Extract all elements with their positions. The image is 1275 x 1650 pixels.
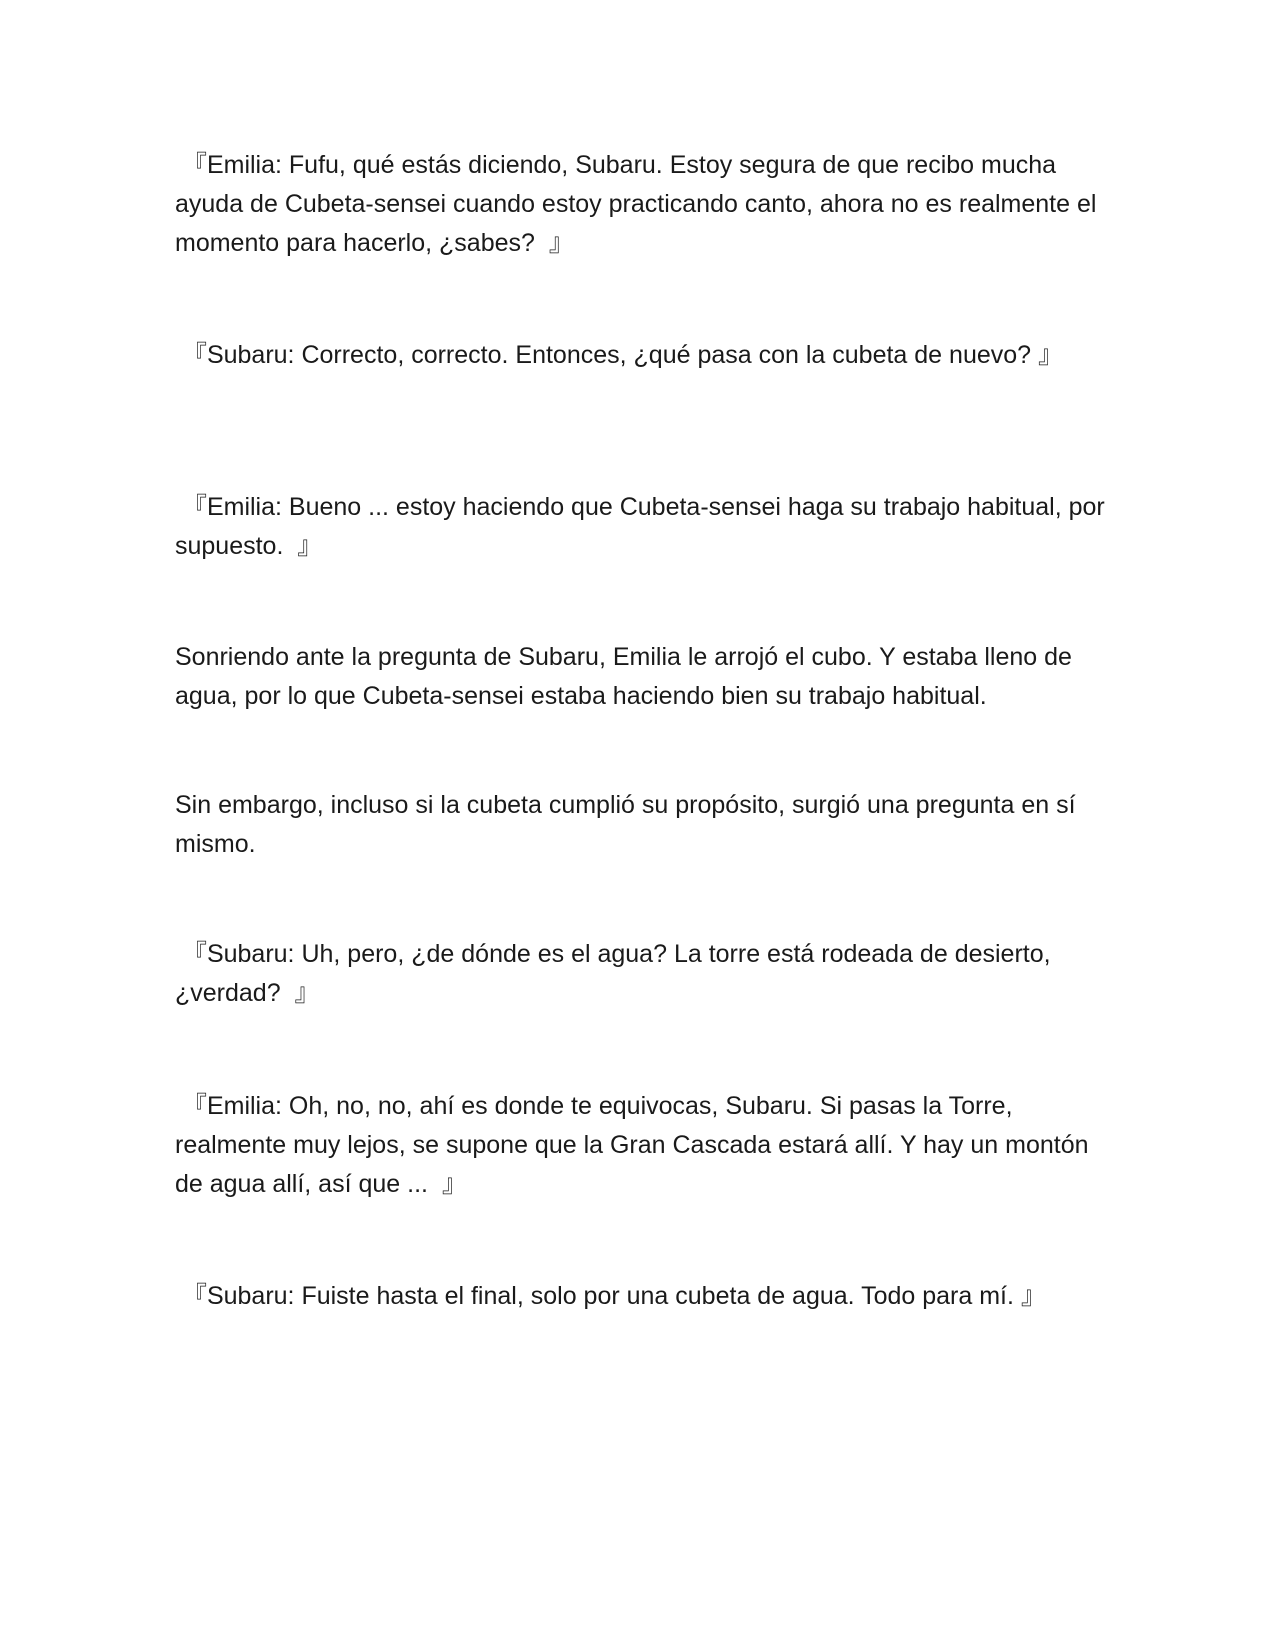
paragraph-1: 『Emilia: Fufu, qué estás diciendo, Subaru. Estoy segura de que recibo mucha ayuda de Cubeta-sensei cuando estoy practicando canto, ahora no es realmente el momento para hacerlo, ¿sabes? 』 [175,151,1097,257]
paragraph-6: 『Subaru: Uh, pero, ¿de dónde es el agua? La torre está rodeada de desierto, ¿verdad? 』 [175,940,1051,1007]
paragraph-4: Sonriendo ante la pregunta de Subaru, Emilia le arrojó el cubo. Y estaba lleno de agua, por lo que Cubeta-sensei estaba haciendo bien su trabajo habitual. [175,643,1072,710]
paragraph-8: 『Subaru: Fuiste hasta el final, solo por una cubeta de agua. Todo para mí. 』 [175,1282,1046,1310]
paragraph-7: 『Emilia: Oh, no, no, ahí es donde te equivocas, Subaru. Si pasas la Torre, realmente muy lejos, se supone que la Gran Cascada estará allí. Y hay un montón de agua allí, así que ... 』 [175,1092,1089,1198]
paragraph-5: Sin embargo, incluso si la cubeta cumplió su propósito, surgió una pregunta en sí mismo. [175,791,1076,858]
paragraph-2: 『Subaru: Correcto, correcto. Entonces, ¿qué pasa con la cubeta de nuevo? 』 [175,341,1064,369]
paragraph-3: 『Emilia: Bueno ... estoy haciendo que Cubeta-sensei haga su trabajo habitual, por supuesto. 』 [175,493,1105,560]
